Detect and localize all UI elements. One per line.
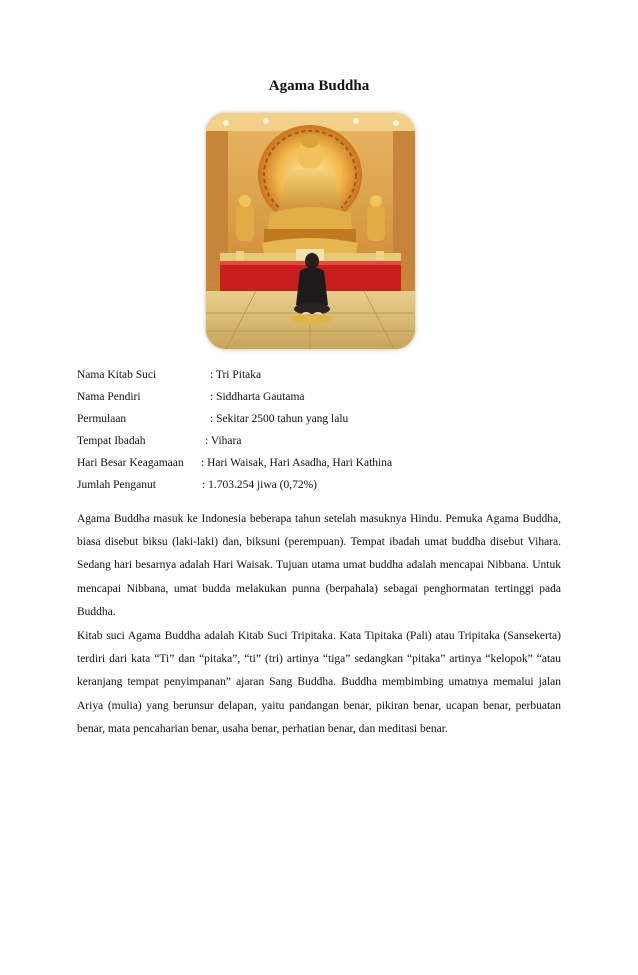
info-value: : Vihara bbox=[205, 435, 242, 447]
info-value: : Sekitar 2500 tahun yang lalu bbox=[210, 413, 349, 425]
info-label: Jumlah Penganut bbox=[77, 479, 156, 491]
info-value: : Hari Waisak, Hari Asadha, Hari Kathina bbox=[201, 457, 393, 469]
paragraph-tripitaka: Kitab suci Agama Buddha adalah Kitab Suci Tripitaka. Kata Tipitaka (Pali) atau Tripitaka (Sansekerta) terdiri dari kata “Ti” dan “pitaka”, “ti” (tri) artinya “tiga” sedangkan “pitaka” artinya “kelopok” “atau keranjang tempat penyimpanan” ajaran Sang Buddha. Buddha membimbing umatnya memalui jalan Ariya (mulia) yang berunsur delapan, yaitu pandangan benar, pikiran benar, ucapan benar, perbuatan benar, mata pencaharian benar, usaha benar, perhatian benar, dan meditasi benar. bbox=[77, 630, 561, 735]
info-value: : Siddharta Gautama bbox=[210, 391, 305, 403]
info-label: Tempat Ibadah bbox=[77, 435, 146, 447]
info-label: Permulaan bbox=[77, 413, 127, 425]
buddha-temple-photo bbox=[206, 113, 415, 349]
info-label: Hari Besar Keagamaan bbox=[77, 457, 184, 469]
info-label: Nama Pendiri bbox=[77, 391, 141, 403]
paragraph-intro: Agama Buddha masuk ke Indonesia beberapa tahun setelah masuknya Hindu. Pemuka Agama Buddha, biasa disebut biksu (laki-laki) dan, biksuni (perempuan). Tempat ibadah umat buddha disebut Vihara. Sedang hari besarnya adalah Hari Waisak. Tujuan utama umat buddha adalah mencapai Nibbana. Untuk mencapai Nibbana, umat budda melakukan punna (berpahala) sebagai penghormatan tertinggi pada Buddha. bbox=[77, 513, 561, 618]
info-label: Nama Kitab Suci bbox=[77, 369, 157, 381]
info-value: : Tri Pitaka bbox=[210, 369, 262, 381]
info-value: : 1.703.254 jiwa (0,72%) bbox=[202, 479, 317, 491]
page-title: Agama Buddha bbox=[268, 78, 370, 94]
